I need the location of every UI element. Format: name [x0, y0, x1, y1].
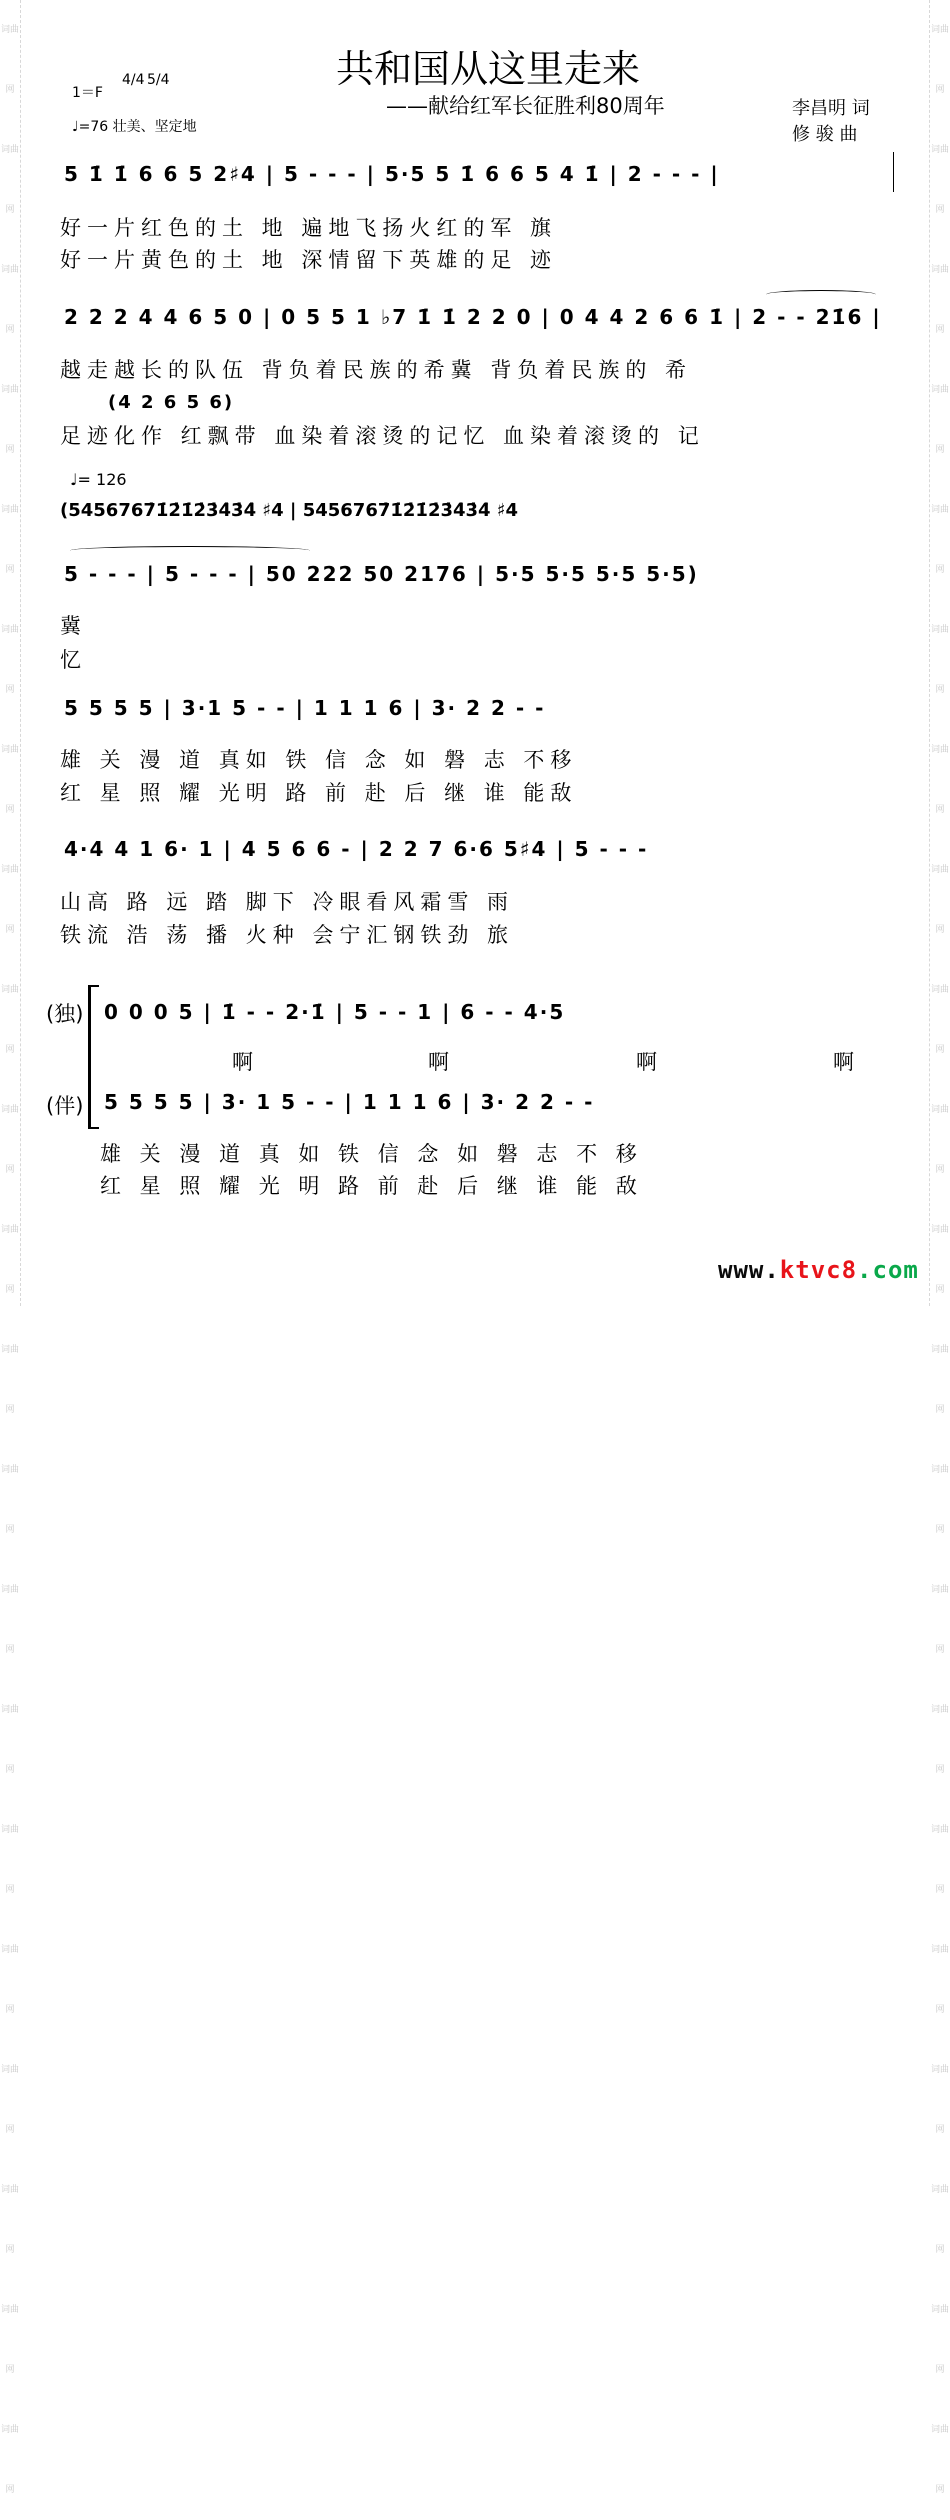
right-margin-watermark: 词曲网 词曲网 词曲网 词曲网 词曲网 词曲网 词曲网 词曲网 词曲网 词曲网 词曲网 词曲网 词曲网 词曲网 词曲网 词曲网 词曲网 词曲网 词曲网 词曲网 词曲网: [929, 0, 950, 1306]
time-signature-2: 5/4: [147, 72, 170, 88]
lyric-line-4a: 雄 关 漫 道 真如 铁 信 念 如 磐 志 不移: [60, 748, 578, 772]
lyric-line-3b: 忆: [60, 648, 87, 672]
solo-label: (独): [46, 1002, 84, 1026]
lyric-line-5a: 山高 路 远 踏 脚下 冷眼看风霜雪 雨: [60, 890, 515, 914]
lyric-line-2b: 足迹化作 红飘带 血染着滚烫的记忆 血染着滚烫的 记: [60, 424, 705, 448]
ah-1: 啊: [232, 1050, 259, 1074]
song-subtitle: ——献给红军长征胜利80周年: [386, 94, 665, 118]
lyric-line-2a: 越走越长的队伍 背负着民族的希冀 背负着民族的 希: [60, 358, 693, 382]
tempo-marking: ♩=76 壮美、坚定地: [72, 119, 197, 135]
lyric-line-6a: 雄 关 漫 道 真 如 铁 信 念 如 磐 志 不 移: [100, 1142, 643, 1166]
composer-credit: 修 骏 曲: [792, 124, 858, 145]
ah-3: 啊: [636, 1050, 663, 1074]
barline: [893, 152, 894, 192]
notation-row-5: 4·4 4 1 6· 1 | 4 5 6 6 - | 2 2 7 6·6 5♯4 | 5 - - -: [64, 837, 649, 861]
accomp-label: (伴): [46, 1094, 84, 1118]
lyric-line-4b: 红 星 照 耀 光明 路 前 赴 后 继 谁 能敌: [60, 781, 578, 805]
lyric-line-3a: 冀: [60, 614, 87, 638]
notation-row-3: 5 - - - | 5 - - - | 50 222 50 2176 | 5·5 5·5 5·5 5·5): [64, 562, 699, 586]
song-title: 共和国从这里走来: [336, 47, 641, 91]
accomp-notation: 5 5 5 5 | 3· 1 5 - - | 1 1 1 6 | 3· 2 2 - -: [104, 1090, 595, 1114]
left-margin-watermark: 词曲网 词曲网 词曲网 词曲网 词曲网 词曲网 词曲网 词曲网 词曲网 词曲网 词曲网 词曲网 词曲网 词曲网 词曲网 词曲网 词曲网 词曲网 词曲网 词曲网 词曲网: [0, 0, 21, 1306]
tie: [70, 546, 310, 555]
notation-row-1: 5 1̇ 1̇ 6 6 5 2♯4 | 5 - - - | 5·5 5 1̇ 6 6 5 4 1̇ | 2 - - - |: [64, 162, 720, 186]
alt-notes: (4 2 6 5 6): [108, 392, 235, 413]
notation-row-2: 2 2 2 4 4 6 5 0 | 0 5 5 1 ♭7 1̇ 1̇ 2 2 0 | 0 4 4 2 6 6 1̇ | 2 - - 21̇6 |: [64, 305, 882, 329]
tie: [766, 290, 876, 299]
key-signature: 1＝F: [72, 85, 103, 101]
tempo-marking-2: ♩= 126: [70, 470, 127, 489]
lyricist-credit: 李昌明 词: [792, 98, 870, 119]
lyric-line-6b: 红 星 照 耀 光 明 路 前 赴 后 继 谁 能 敌: [100, 1174, 643, 1198]
time-signature-1: 4/4: [122, 72, 145, 88]
ah-4: 啊: [833, 1050, 860, 1074]
lyric-line-1b: 好一片黄色的土 地 深情留下英雄的足 迹: [60, 248, 558, 272]
notation-row-4: 5 5 5 5 | 3·1 5 - - | 1 1 1 6 | 3· 2 2 - -: [64, 696, 546, 720]
system-brace: [88, 985, 99, 1129]
solo-notation: 0 0 0 5 | 1̇ - - 2·1̇ | 5 - - 1 | 6 - - 4·5: [104, 1000, 566, 1024]
interlude-row: (5456767̇1̇2̇1̇2̇3̇4̇3̇4̇ ♯4 | 5456767̇1̇2̇1̇2̇3̇4̇3̇4̇ ♯4: [60, 500, 519, 521]
ah-2: 啊: [428, 1050, 455, 1074]
site-watermark: www.ktvc8.com: [718, 1256, 919, 1284]
lyric-line-1a: 好一片红色的土 地 遍地飞扬火红的军 旗: [60, 216, 558, 240]
lyric-line-5b: 铁流 浩 荡 播 火种 会宁汇钢铁劲 旅: [60, 923, 515, 947]
